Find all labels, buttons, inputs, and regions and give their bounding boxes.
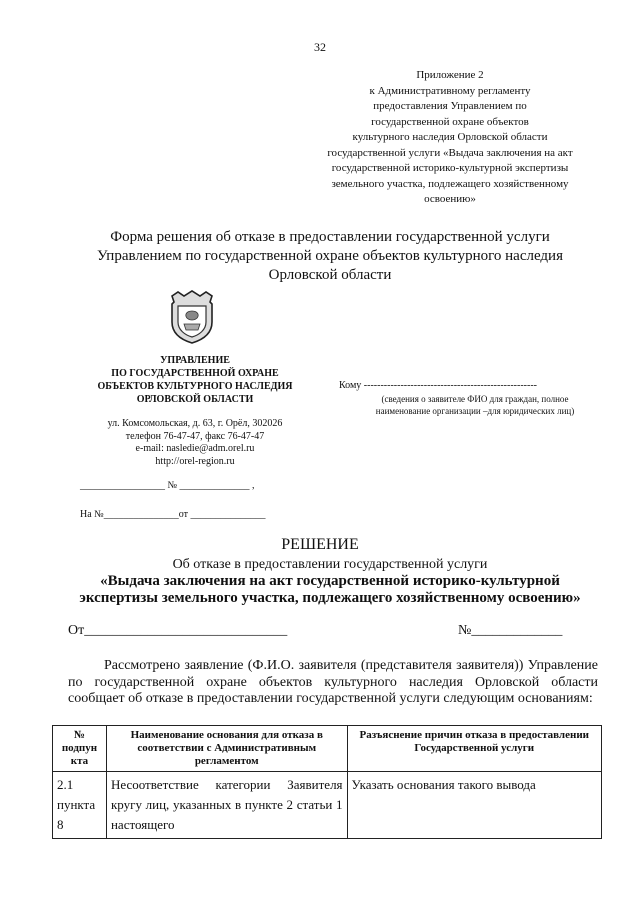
table-row (53, 772, 602, 839)
registration-number-line: _________________ № ______________ , (80, 480, 255, 491)
page-number: 32 (314, 40, 326, 54)
form-title-line: Управлением по государственной охране объектов культурного наследия (96, 248, 563, 264)
appendix-line: государственной охране объектов (371, 115, 529, 128)
recipient-note: (сведения о заявителе ФИО для граждан, полное (381, 393, 569, 404)
appendix-line: предоставления Управлением по (373, 100, 527, 112)
coat-of-arms-icon (168, 290, 216, 344)
organization-phones: телефон 76-47-47, факс 76-47-47 (125, 430, 265, 442)
appendix-header (295, 68, 605, 208)
organization-name-line: ОБЪЕКТОВ КУЛЬТУРНОГО НАСЛЕДИЯ (97, 381, 293, 392)
form-title-line: Орловской области (268, 267, 392, 283)
appendix-line: государственной историко-культурной экспертизы (331, 162, 569, 174)
form-title (60, 228, 600, 285)
organization-name-line: ПО ГОСУДАРСТВЕННОЙ ОХРАНЕ (111, 368, 279, 379)
recipient-block (325, 380, 625, 418)
decision-subject (60, 556, 600, 607)
cell-subclause-number: 2.1 пункта 8 (53, 772, 107, 839)
recipient-note: наименование организации –для юридических лиц) (375, 406, 575, 416)
reply-to-number-line: На №_______________от _______________ (80, 509, 266, 520)
appendix-line: к Административному регламенту (369, 84, 531, 97)
cell-refusal-explanation: Указать основания такого вывода (347, 772, 601, 839)
date-number-row (68, 623, 588, 639)
organization-address: ул. Комсомольская, д. 63, г. Орёл, 302026 (107, 418, 283, 429)
organization-name-line: ОРЛОВСКОЙ ОБЛАСТИ (136, 394, 254, 405)
column-header-explanation: Разъяснение причин отказа в предоставлении Государственной услуги (347, 726, 601, 772)
appendix-line: Приложение 2 (416, 69, 484, 81)
cell-refusal-reason: Несоответствие категории Заявителя кругу лиц, указанных в пункте 2 статьи 1 настоящего (106, 772, 347, 839)
decision-title: РЕШЕНИЕ (281, 536, 359, 553)
organization-name (80, 354, 310, 406)
organization-contacts (80, 418, 310, 468)
column-header-number: № подпун кта (53, 726, 107, 772)
appendix-line: государственной услуги «Выдача заключения на акт (327, 146, 573, 159)
body-paragraph (68, 658, 598, 708)
decision-subtitle: Об отказе в предоставлении государственной услуги (172, 557, 488, 572)
body-text: Рассмотрено заявление (Ф.И.О. заявителя (представителя заявителя)) Управление по государственной охране объектов культурного наследия Орловской области сообщает об отказе в предоставлении государственной услуги следующим основаниям: (68, 658, 598, 706)
organization-website: http://orel-region.ru (155, 455, 235, 467)
form-title-line: Форма решения об отказе в предоставлении государственной услуги (110, 229, 550, 245)
recipient-to-line: Кому ---------------------------------------------------- (339, 380, 537, 391)
from-date-field: От_____________________________ (68, 623, 288, 638)
appendix-line: культурного наследия Орловской области (352, 131, 548, 143)
table-header-row (53, 726, 602, 772)
column-header-reason: Наименование основания для отказа в соответствии с Административным регламентом (106, 726, 347, 772)
service-name-line: экспертизы земельного участка, подлежащего хозяйственному освоению» (79, 590, 581, 606)
refusal-grounds-table (52, 725, 602, 839)
service-name-line: «Выдача заключения на акт государственной историко-культурной (100, 573, 560, 589)
organization-email: e-mail: nasledie@adm.orel.ru (135, 443, 255, 454)
appendix-line: земельного участка, подлежащего хозяйственному (331, 177, 569, 190)
appendix-line: освоению» (424, 193, 476, 205)
decision-number-field: №_____________ (458, 623, 563, 638)
organization-name-line: УПРАВЛЕНИЕ (160, 355, 230, 366)
